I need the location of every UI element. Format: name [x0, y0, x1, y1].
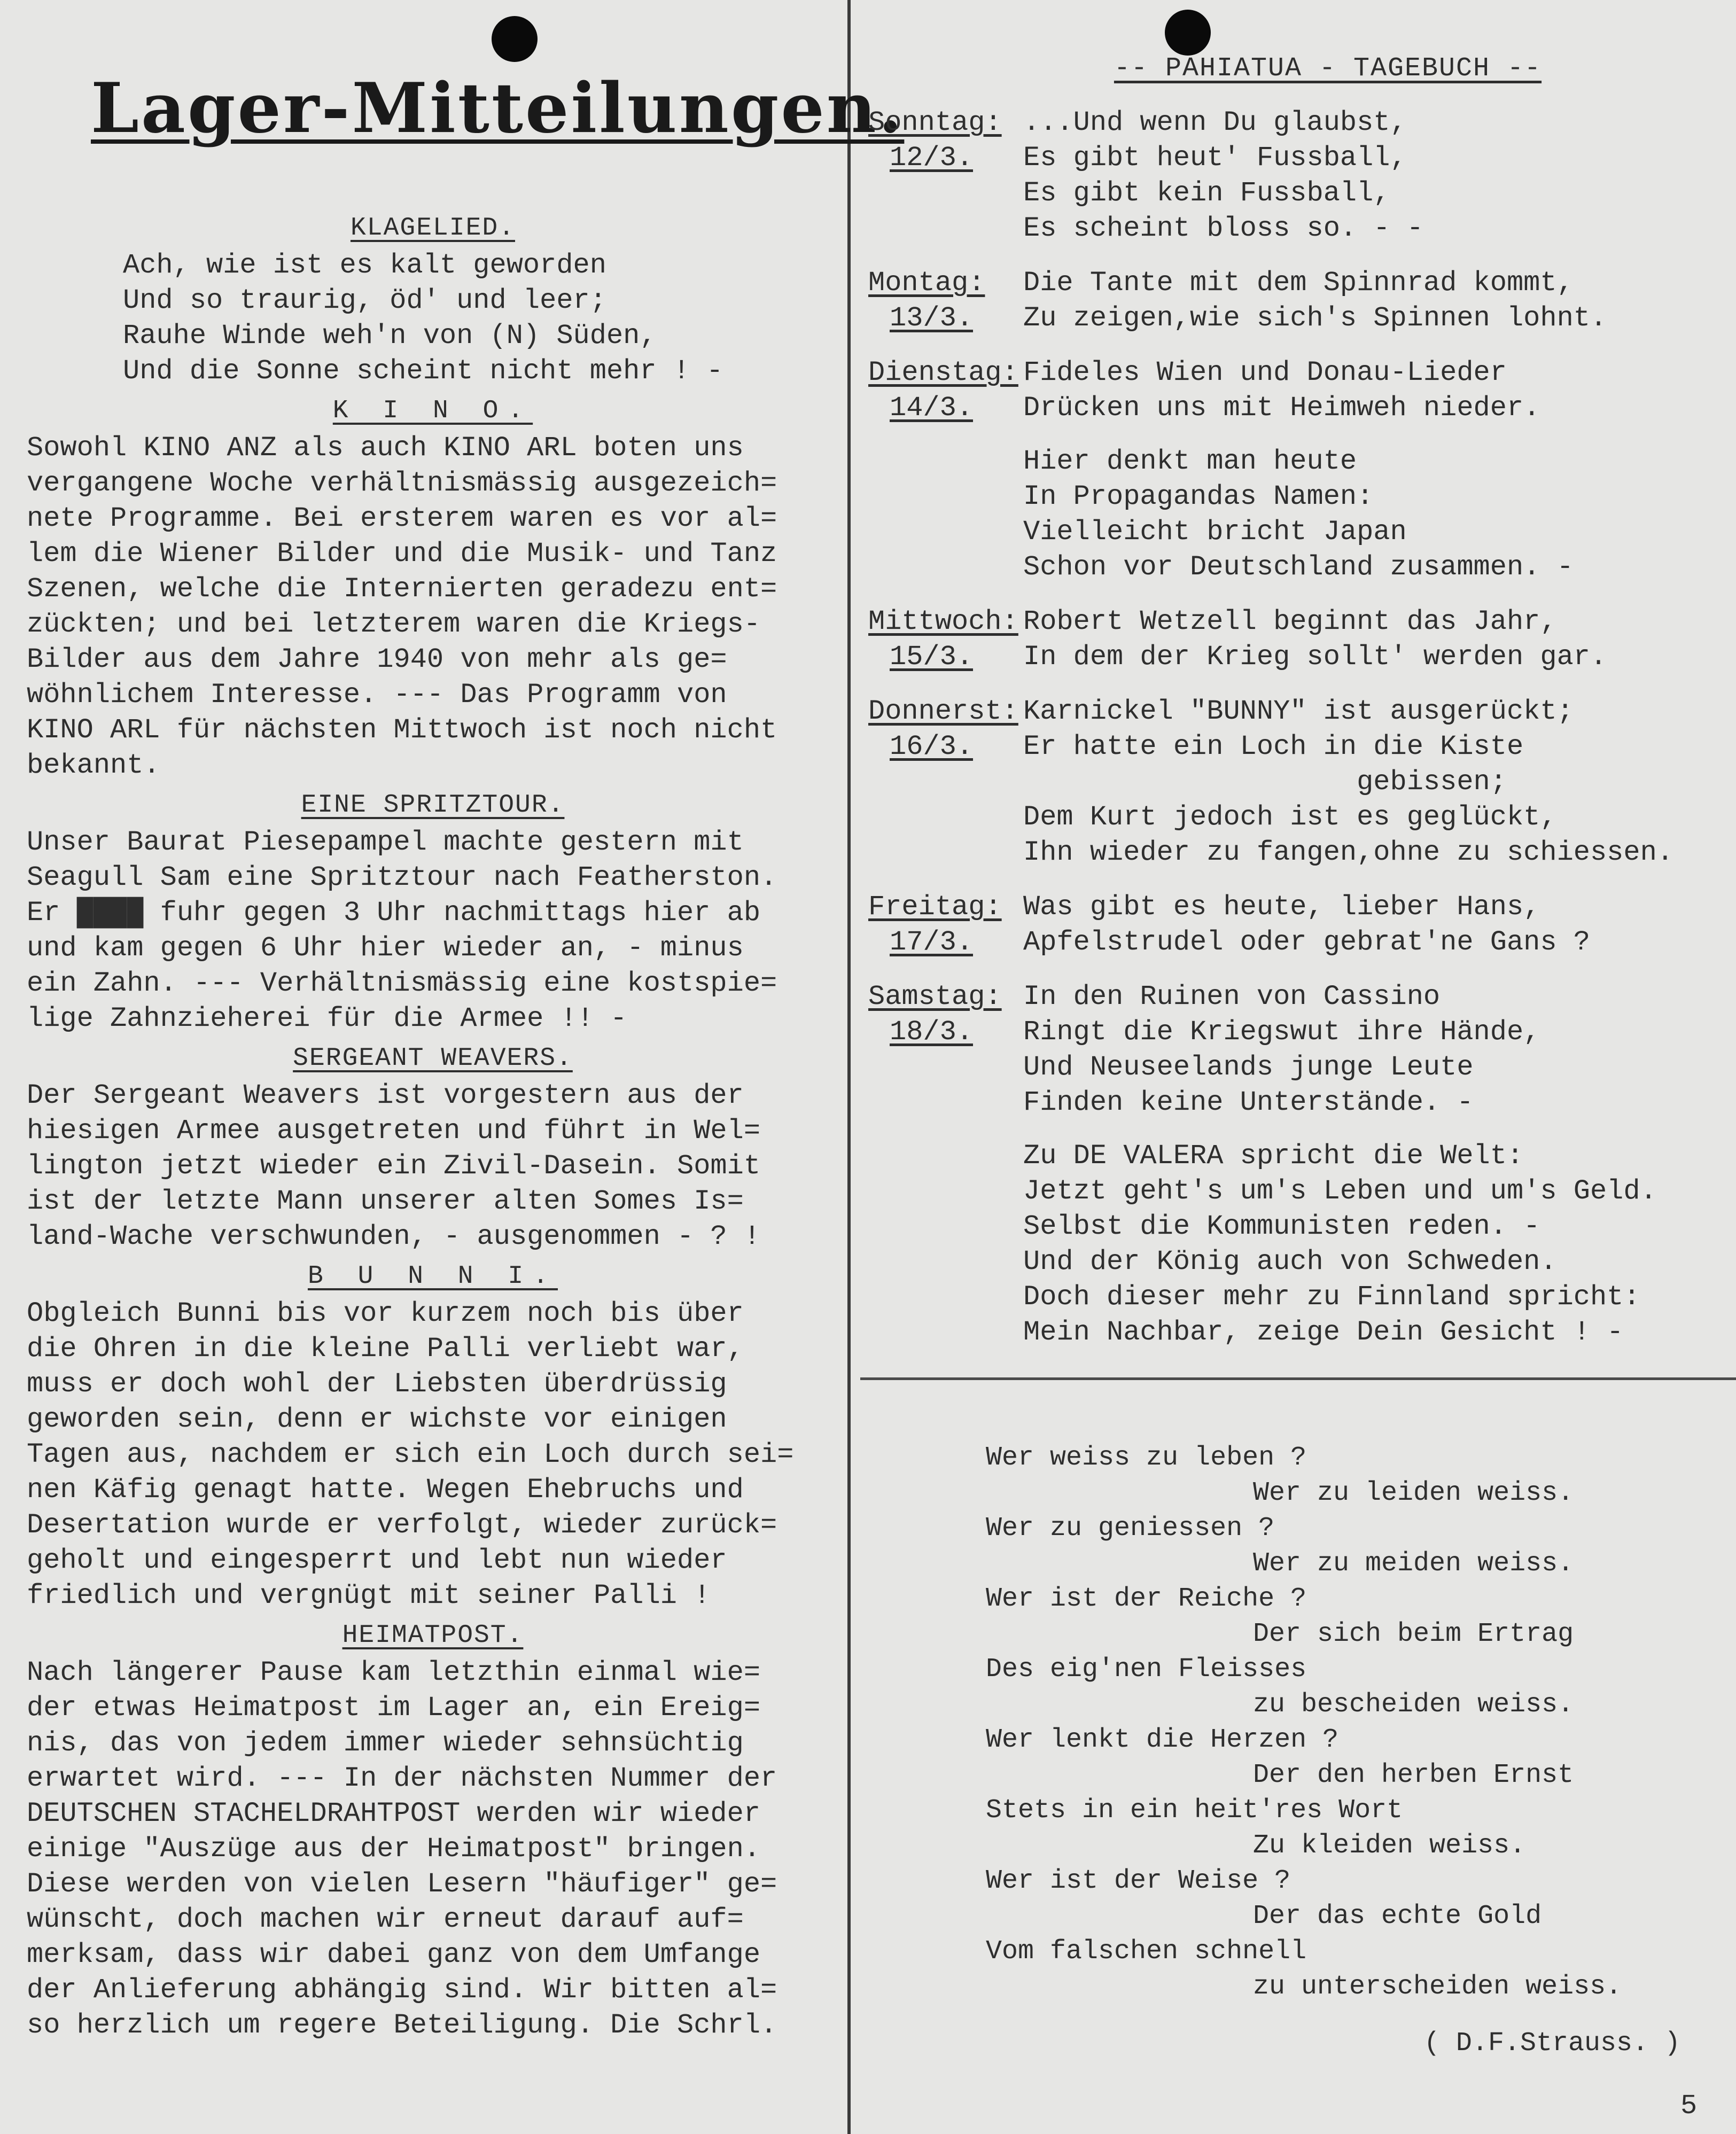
- poem-line: Wer ist der Weise ?: [986, 1866, 1291, 1896]
- text-line: und kam gegen 6 Uhr hier wieder an, - minus: [27, 932, 744, 964]
- section-body: [27, 1655, 839, 2043]
- text-line: Desertation wurde er verfolgt, wieder zurück=: [27, 1509, 777, 1541]
- verse-line: Zu DE VALERA spricht die Welt:: [1023, 1140, 1524, 1172]
- section-title: EINE SPRITZTOUR.: [301, 791, 565, 820]
- diary-day: [868, 266, 1023, 336]
- text-line: geholt und eingesperrt und lebt nun wieder: [27, 1545, 727, 1576]
- page-number: 5: [1680, 2090, 1698, 2122]
- diary-day: [868, 355, 1023, 585]
- day-name: Dienstag:: [868, 357, 1018, 388]
- verse-line: Jetzt geht's um's Leben und um's Geld.: [1023, 1175, 1657, 1207]
- text-line: Seagull Sam eine Spritztour nach Featherston.: [27, 862, 777, 893]
- stanza-gap: [1023, 426, 1723, 444]
- verse-line: Finden keine Unterstände. -: [1023, 1087, 1474, 1118]
- diary-day: [868, 604, 1023, 675]
- verse-line: Zu zeigen,wie sich's Spinnen lohnt.: [1023, 302, 1607, 334]
- verse-line: Dem Kurt jedoch ist es geglückt,: [1023, 801, 1557, 833]
- punch-hole: [492, 16, 538, 62]
- left-column: [27, 214, 839, 2043]
- diary-entry: [868, 979, 1723, 1350]
- poem-line: Wer weiss zu leben ?: [986, 1443, 1307, 1473]
- poem-line: Wer zu geniessen ?: [986, 1513, 1275, 1544]
- verse-line: Ringt die Kriegswut ihre Hände,: [1023, 1016, 1540, 1048]
- text-line: Und die Sonne scheint nicht mehr ! -: [123, 355, 723, 387]
- verse-line: Er hatte ein Loch in die Kiste: [1023, 731, 1524, 762]
- diary-verse: [1023, 355, 1723, 585]
- text-line: nis, das von jedem immer wieder sehnsüchtig: [27, 1727, 744, 1759]
- day-date: 13/3.: [890, 302, 974, 334]
- page-title: Lager-Mitteilungen.: [91, 68, 905, 149]
- day-date: 17/3.: [890, 926, 974, 958]
- text-line: Bilder aus dem Jahre 1940 von mehr als ge=: [27, 644, 727, 675]
- day-date: 12/3.: [890, 142, 974, 174]
- verse-line: Apfelstrudel oder gebrat'ne Gans ?: [1023, 926, 1590, 958]
- diary-verse: [1023, 979, 1723, 1350]
- verse-line: Fideles Wien und Donau-Lieder: [1023, 357, 1507, 388]
- text-line: Der Sergeant Weavers ist vorgestern aus der: [27, 1080, 744, 1111]
- text-line: wöhnlichem Interesse. --- Das Programm von: [27, 679, 727, 711]
- poem-line: Des eig'nen Fleisses: [986, 1654, 1307, 1685]
- punch-hole: [1165, 10, 1211, 56]
- poem-line: Wer lenkt die Herzen ?: [986, 1725, 1339, 1755]
- text-line: zückten; und bei letzterem waren die Kriegs-: [27, 609, 761, 640]
- section-body: [27, 431, 839, 783]
- verse-line: Ihn wieder zu fangen,ohne zu schiessen.: [1023, 837, 1673, 868]
- text-line: Sowohl KINO ANZ als auch KINO ARL boten uns: [27, 432, 744, 464]
- diary-day: [868, 979, 1023, 1350]
- day-date: 16/3.: [890, 731, 974, 762]
- diary-verse: [1023, 105, 1723, 246]
- text-line: nete Programme. Bei ersterem waren es vor al=: [27, 503, 777, 534]
- day-name: Samstag:: [868, 981, 1002, 1013]
- day-name: Sonntag:: [868, 107, 1002, 138]
- text-line: der etwas Heimatpost im Lager an, ein Ereig=: [27, 1692, 761, 1724]
- section-body: [27, 825, 839, 1037]
- text-line: einige "Auszüge aus der Heimatpost" bringen.: [27, 1833, 761, 1865]
- text-line: Ach, wie ist es kalt geworden: [123, 250, 606, 281]
- poem-line: Zu kleiden weiss.: [1253, 1831, 1526, 1861]
- day-name: Freitag:: [868, 891, 1002, 923]
- verse-line: gebissen;: [1023, 766, 1507, 798]
- text-line: Obgleich Bunni bis vor kurzem noch bis über: [27, 1298, 744, 1329]
- column-divider: [847, 0, 851, 2134]
- section-title: KLAGELIED.: [350, 214, 516, 243]
- poem-line: Der sich beim Ertrag: [1253, 1619, 1574, 1649]
- verse-line: Drücken uns mit Heimweh nieder.: [1023, 392, 1540, 424]
- verse-line: Hier denkt man heute: [1023, 446, 1357, 477]
- section-title: SERGEANT WEAVERS.: [293, 1044, 573, 1073]
- diary-entry: [868, 355, 1723, 585]
- text-line: Unser Baurat Piesepampel machte gestern mit: [27, 827, 744, 858]
- poem-signature: ( D.F.Strauss. ): [1423, 2028, 1680, 2059]
- strauss-poem: [986, 1440, 1702, 2061]
- text-line: nen Käfig genagt hatte. Wegen Ehebruchs und: [27, 1474, 744, 1506]
- poem-lines: [986, 1440, 1702, 2005]
- text-line: Tagen aus, nachdem er sich ein Loch durch sei=: [27, 1439, 794, 1470]
- stanza-gap: [1023, 1120, 1723, 1139]
- text-line: Er ████ fuhr gegen 3 Uhr nachmittags hier ab: [27, 897, 761, 929]
- verse-line: Robert Wetzell beginnt das Jahr,: [1023, 606, 1557, 637]
- verse-line: In dem der Krieg sollt' werden gar.: [1023, 641, 1607, 673]
- section-title: B U N N I.: [307, 1262, 558, 1291]
- text-line: friedlich und vergnügt mit seiner Palli !: [27, 1580, 711, 1611]
- verse-line: Selbst die Kommunisten reden. -: [1023, 1211, 1540, 1242]
- verse-line: Es gibt kein Fussball,: [1023, 177, 1390, 209]
- text-line: DEUTSCHEN STACHELDRAHTPOST werden wir wieder: [27, 1798, 761, 1829]
- text-line: lige Zahnzieherei für die Armee !! -: [27, 1003, 627, 1034]
- verse-line: Schon vor Deutschland zusammen. -: [1023, 551, 1574, 583]
- day-date: 15/3.: [890, 641, 974, 673]
- day-name: Donnerst:: [868, 696, 1018, 727]
- poem-line: zu unterscheiden weiss.: [1253, 1972, 1622, 2002]
- diary-day: [868, 694, 1023, 870]
- poem-line: Wer zu leiden weiss.: [1253, 1478, 1574, 1508]
- diary-header: -- PAHIATUA - TAGEBUCH --: [1114, 53, 1542, 84]
- text-line: ist der letzte Mann unserer alten Somes Is=: [27, 1186, 744, 1217]
- day-name: Mittwoch:: [868, 606, 1018, 637]
- diary-day: [868, 890, 1023, 960]
- text-line: erwartet wird. --- In der nächsten Nummer der: [27, 1763, 777, 1794]
- text-line: Rauhe Winde weh'n von (N) Süden,: [123, 320, 657, 352]
- text-line: wünscht, doch machen wir erneut darauf auf=: [27, 1904, 744, 1935]
- verse-line: Doch dieser mehr zu Finnland spricht:: [1023, 1281, 1640, 1313]
- text-line: Szenen, welche die Internierten geradezu ent=: [27, 573, 777, 605]
- section-title: K I N O.: [332, 396, 533, 425]
- text-line: so herzlich um regere Beteiligung. Die Schrl.: [27, 2010, 777, 2041]
- poem-line: Wer zu meiden weiss.: [1253, 1548, 1574, 1579]
- diary-entries: [868, 105, 1723, 1350]
- diary-entry: [868, 694, 1723, 870]
- section-title: HEIMATPOST.: [342, 1621, 524, 1650]
- section-divider: [860, 1377, 1736, 1380]
- section-body: [27, 1296, 839, 1614]
- diary-verse: [1023, 694, 1723, 870]
- diary-entry: [868, 105, 1723, 246]
- poem-line: zu bescheiden weiss.: [1253, 1689, 1574, 1720]
- text-line: die Ohren in die kleine Palli verliebt war,: [27, 1333, 744, 1365]
- verse-line: Es scheint bloss so. - -: [1023, 213, 1423, 244]
- poem-line: Der das echte Gold: [1253, 1901, 1542, 1931]
- poem-line: Stets in ein heit'res Wort: [986, 1795, 1403, 1826]
- verse-line: ...Und wenn Du glaubst,: [1023, 107, 1407, 138]
- text-line: hiesigen Armee ausgetreten und führt in Wel=: [27, 1115, 761, 1147]
- text-line: Nach längerer Pause kam letzthin einmal wie=: [27, 1657, 761, 1688]
- right-column: [868, 53, 1723, 1350]
- section-body: [27, 1078, 839, 1255]
- text-line: lington jetzt wieder ein Zivil-Dasein. Somit: [27, 1150, 761, 1182]
- diary-entry: [868, 266, 1723, 336]
- verse-line: Karnickel "BUNNY" ist ausgerückt;: [1023, 696, 1574, 727]
- text-line: vergangene Woche verhältnismässig ausgezeich=: [27, 468, 777, 499]
- text-line: bekannt.: [27, 750, 160, 781]
- text-line: der Anlieferung abhängig sind. Wir bitten al=: [27, 1974, 777, 2006]
- day-name: Montag:: [868, 267, 985, 299]
- text-line: Diese werden von vielen Lesern "häufiger" ge=: [27, 1868, 777, 1900]
- text-line: land-Wache verschwunden, - ausgenommen - ? !: [27, 1221, 761, 1252]
- diary-day: [868, 105, 1023, 246]
- section-body: [123, 248, 839, 389]
- verse-line: Mein Nachbar, zeige Dein Gesicht ! -: [1023, 1317, 1624, 1348]
- text-line: lem die Wiener Bilder und die Musik- und Tanz: [27, 538, 777, 570]
- poem-line: Wer ist der Reiche ?: [986, 1584, 1307, 1614]
- diary-entry: [868, 890, 1723, 960]
- day-date: 18/3.: [890, 1016, 974, 1048]
- diary-entry: [868, 604, 1723, 675]
- verse-line: Es gibt heut' Fussball,: [1023, 142, 1407, 174]
- verse-line: In den Ruinen von Cassino: [1023, 981, 1441, 1013]
- verse-line: Was gibt es heute, lieber Hans,: [1023, 891, 1540, 923]
- text-line: KINO ARL für nächsten Mittwoch ist noch nicht: [27, 714, 777, 746]
- verse-line: Und der König auch von Schweden.: [1023, 1246, 1557, 1278]
- verse-line: Und Neuseelands junge Leute: [1023, 1052, 1474, 1083]
- text-line: merksam, dass wir dabei ganz von dem Umfange: [27, 1939, 761, 1971]
- diary-verse: [1023, 604, 1723, 675]
- verse-line: In Propagandas Namen:: [1023, 481, 1374, 512]
- day-date: 14/3.: [890, 392, 974, 424]
- diary-verse: [1023, 266, 1723, 336]
- diary-verse: [1023, 890, 1723, 960]
- text-line: muss er doch wohl der Liebsten überdrüssig: [27, 1368, 727, 1400]
- text-line: Und so traurig, öd' und leer;: [123, 285, 606, 316]
- text-line: geworden sein, denn er wichste vor einigen: [27, 1404, 727, 1435]
- text-line: ein Zahn. --- Verhältnismässig eine kostspie=: [27, 968, 777, 999]
- poem-line: Vom falschen schnell: [986, 1936, 1307, 1967]
- verse-line: Die Tante mit dem Spinnrad kommt,: [1023, 267, 1574, 299]
- verse-line: Vielleicht bricht Japan: [1023, 516, 1407, 548]
- poem-line: Der den herben Ernst: [1253, 1760, 1574, 1790]
